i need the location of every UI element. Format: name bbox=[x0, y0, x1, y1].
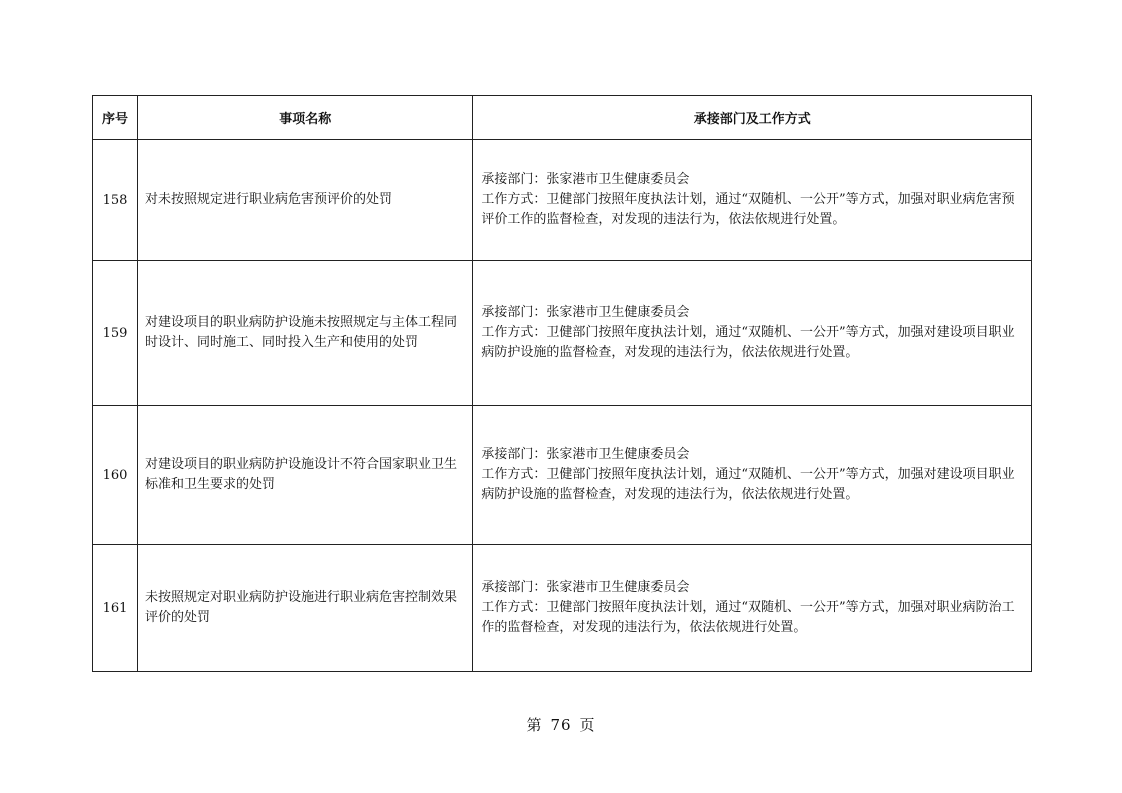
row-work-method: 工作方式：卫健部门按照年度执法计划，通过“双随机、一公开”等方式，加强对职业病危害预评价工作的监督检查，对发现的违法行为，依法依规进行处置。 bbox=[481, 192, 1015, 227]
row-department: 承接部门：张家港市卫生健康委员会 bbox=[481, 305, 690, 320]
table-row bbox=[93, 545, 1032, 672]
table-row bbox=[93, 140, 1032, 261]
header-serial-number: 序号 bbox=[93, 96, 138, 140]
row-department: 承接部门：张家港市卫生健康委员会 bbox=[481, 580, 690, 595]
row-matter-name: 对未按照规定进行职业病危害预评价的处罚 bbox=[138, 140, 473, 261]
row-matter-name: 对建设项目的职业病防护设施未按照规定与主体工程同时设计、同时施工、同时投入生产和使用的处罚 bbox=[138, 261, 473, 406]
row-department-method bbox=[473, 261, 1032, 406]
page-prefix: 第 bbox=[526, 716, 543, 734]
table-row bbox=[93, 261, 1032, 406]
page-number-footer bbox=[0, 714, 1122, 735]
row-matter-name: 对建设项目的职业病防护设施设计不符合国家职业卫生标准和卫生要求的处罚 bbox=[138, 406, 473, 545]
table-header-row bbox=[93, 96, 1032, 140]
row-department-method bbox=[473, 545, 1032, 672]
row-serial-number: 161 bbox=[93, 545, 138, 672]
row-department-method bbox=[473, 406, 1032, 545]
row-department: 承接部门：张家港市卫生健康委员会 bbox=[481, 447, 690, 462]
row-serial-number: 159 bbox=[93, 261, 138, 406]
row-work-method: 工作方式：卫健部门按照年度执法计划，通过“双随机、一公开”等方式，加强对建设项目职业病防护设施的监督检查，对发现的违法行为，依法依规进行处置。 bbox=[481, 325, 1015, 360]
matters-table bbox=[92, 95, 1032, 672]
row-work-method: 工作方式：卫健部门按照年度执法计划，通过“双随机、一公开”等方式，加强对建设项目职业病防护设施的监督检查，对发现的违法行为，依法依规进行处置。 bbox=[481, 467, 1015, 502]
row-department-method bbox=[473, 140, 1032, 261]
table-row bbox=[93, 406, 1032, 545]
page-suffix: 页 bbox=[579, 716, 596, 734]
row-serial-number: 158 bbox=[93, 140, 138, 261]
row-department: 承接部门：张家港市卫生健康委员会 bbox=[481, 172, 690, 187]
header-department-method: 承接部门及工作方式 bbox=[473, 96, 1032, 140]
page-number: 76 bbox=[550, 716, 572, 734]
row-matter-name: 未按照规定对职业病防护设施进行职业病危害控制效果评价的处罚 bbox=[138, 545, 473, 672]
row-work-method: 工作方式：卫健部门按照年度执法计划，通过“双随机、一公开”等方式，加强对职业病防治工作的监督检查，对发现的违法行为，依法依规进行处置。 bbox=[481, 600, 1015, 635]
header-matter-name: 事项名称 bbox=[138, 96, 473, 140]
row-serial-number: 160 bbox=[93, 406, 138, 545]
